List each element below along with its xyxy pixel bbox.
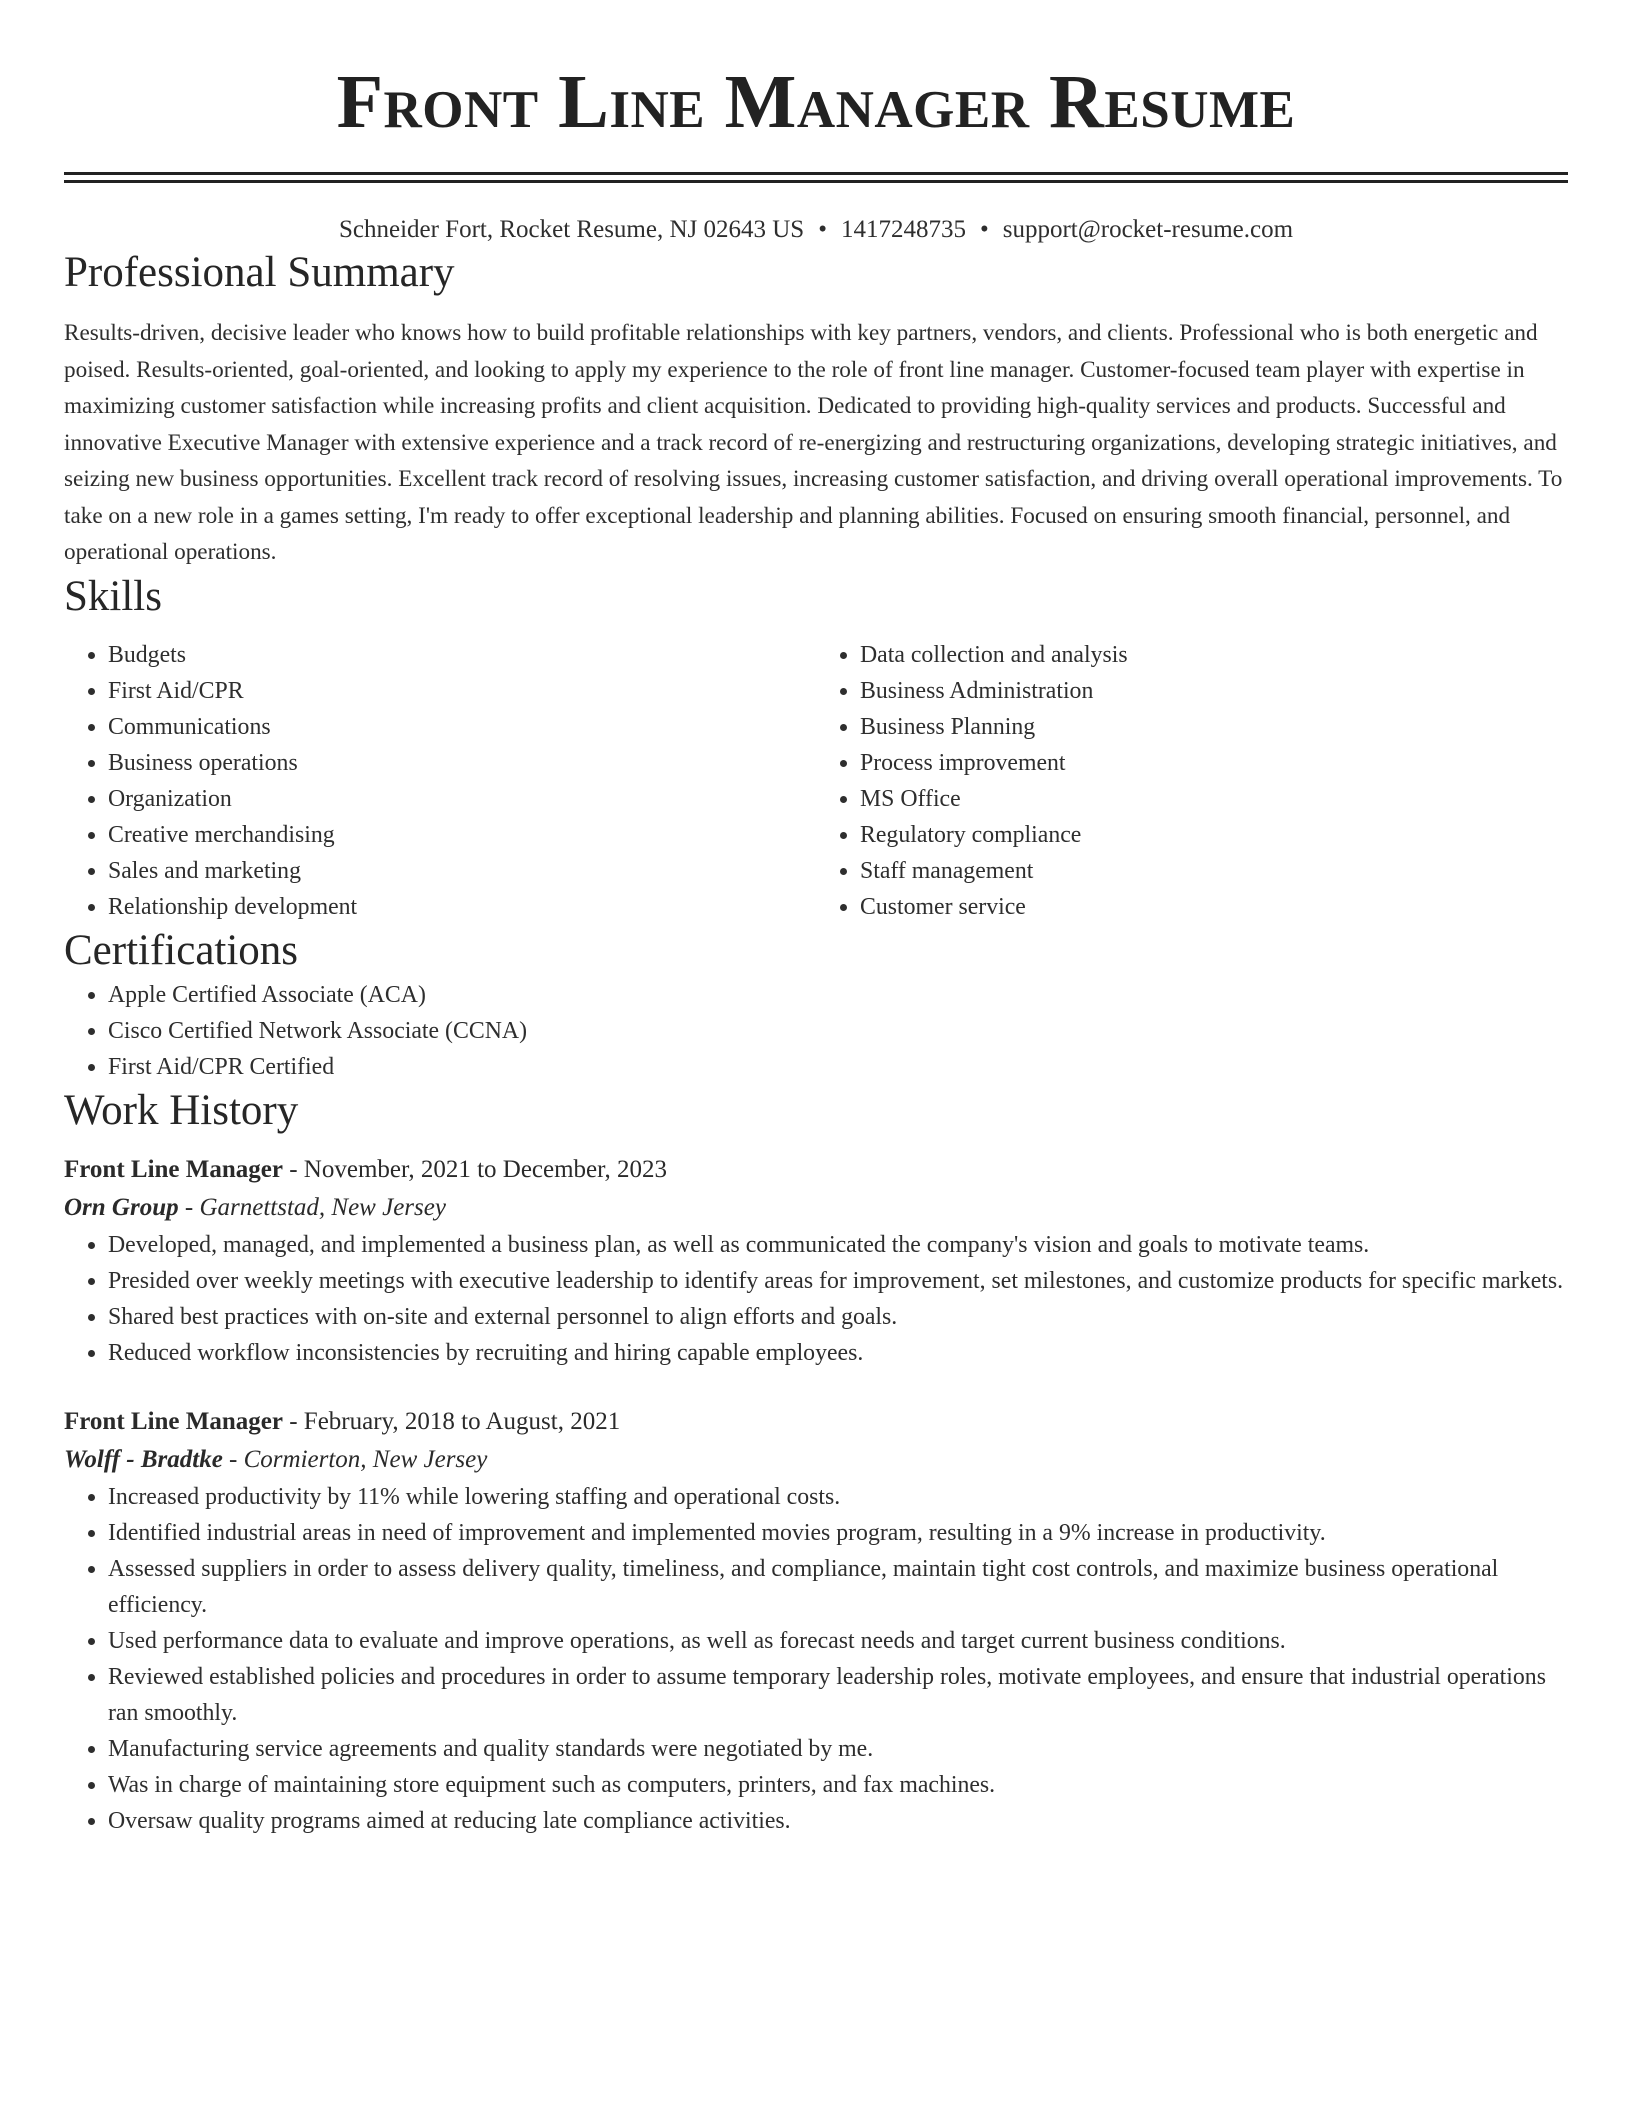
job-title-line: Front Line Manager - February, 2018 to August, 2021 — [64, 1407, 621, 1435]
job-title: Front Line Manager — [64, 1155, 283, 1183]
company-line: Orn Group - Garnettstad, New Jersey — [64, 1193, 446, 1221]
job-bullet: • Reduced workflow inconsistencies by recruiting and hiring capable employees. — [108, 1335, 1568, 1371]
skill-item: • Creative merchandising — [108, 817, 816, 853]
job-bullet: • Manufacturing service agreements and quality standards were negotiated by me. — [108, 1731, 1568, 1767]
skills-heading: Skills — [64, 572, 162, 620]
work-history-heading: Work History — [64, 1086, 299, 1134]
skills-list — [64, 637, 1568, 925]
company-location: Garnettstad, New Jersey — [199, 1193, 446, 1221]
certification-item: • First Aid/CPR Certified — [108, 1049, 1568, 1085]
contact-separator: • — [818, 216, 827, 243]
job-bullet: • Was in charge of maintaining store equipment such as computers, printers, and fax machines. — [108, 1767, 1568, 1803]
job-dates: November, 2021 to December, 2023 — [303, 1155, 667, 1183]
resume-title: Front Line Manager Resume — [336, 60, 1296, 144]
job-bullet: • Presided over weekly meetings with executive leadership to identify areas for improvement, set milestones, and customize products for specific markets. — [108, 1263, 1568, 1299]
skill-item: • Regulatory compliance — [860, 817, 1568, 853]
title-divider — [64, 172, 1568, 183]
skills-column-left — [64, 637, 816, 925]
job-bullet: • Assessed suppliers in order to assess delivery quality, timeliness, and compliance, maintain tight cost controls, and maximize business operational efficiency. — [108, 1551, 1568, 1623]
skill-item: • Communications — [108, 709, 816, 745]
job-bullet: • Shared best practices with on-site and external personnel to align efforts and goals. — [108, 1299, 1568, 1335]
job-bullet: • Oversaw quality programs aimed at reducing late compliance activities. — [108, 1803, 1568, 1839]
job-title: Front Line Manager — [64, 1407, 283, 1435]
job-dates: February, 2018 to August, 2021 — [303, 1407, 621, 1435]
skill-item: • Business operations — [108, 745, 816, 781]
job-bullet: • Used performance data to evaluate and improve operations, as well as forecast needs and target current business conditions. — [108, 1623, 1568, 1659]
company-line: Wolff - Bradtke - Cormierton, New Jersey — [64, 1445, 488, 1473]
job-bullets — [64, 1227, 1568, 1371]
skill-item: • Staff management — [860, 853, 1568, 889]
certification-item: • Apple Certified Associate (ACA) — [108, 977, 1568, 1013]
job-bullets — [64, 1479, 1568, 1839]
summary-heading: Professional Summary — [64, 249, 455, 296]
job-entry — [64, 1151, 1568, 1371]
job-entry — [64, 1403, 1568, 1839]
certifications-list — [64, 977, 1568, 1085]
job-title-line: Front Line Manager - November, 2021 to December, 2023 — [64, 1155, 667, 1183]
skill-item: • Sales and marketing — [108, 853, 816, 889]
skill-item: • Budgets — [108, 637, 816, 673]
job-bullet: • Identified industrial areas in need of improvement and implemented movies program, resulting in a 9% increase in productivity. — [108, 1515, 1568, 1551]
skills-column-right — [816, 637, 1568, 925]
skill-item: • Customer service — [860, 889, 1568, 925]
certifications-heading: Certifications — [64, 926, 299, 974]
skill-item: • Process improvement — [860, 745, 1568, 781]
contact-phone: 1417248735 — [840, 216, 966, 243]
skill-item: • Organization — [108, 781, 816, 817]
skill-item: • Relationship development — [108, 889, 816, 925]
certification-item: • Cisco Certified Network Associate (CCNA) — [108, 1013, 1568, 1049]
skill-item: • MS Office — [860, 781, 1568, 817]
skill-item: • Business Administration — [860, 673, 1568, 709]
skill-item: • First Aid/CPR — [108, 673, 816, 709]
job-bullet: • Reviewed established policies and procedures in order to assume temporary leadership roles, motivate employees, and ensure that industrial operations ran smoothly. — [108, 1659, 1568, 1731]
skill-item: • Business Planning — [860, 709, 1568, 745]
job-bullet: • Developed, managed, and implemented a business plan, as well as communicated the company's vision and goals to motivate teams. — [108, 1227, 1568, 1263]
contact-separator: • — [979, 216, 989, 243]
company-name: Orn Group — [64, 1193, 179, 1221]
job-bullet: • Increased productivity by 11% while lowering staffing and operational costs. — [108, 1479, 1568, 1515]
contact-email: support@rocket-resume.com — [1002, 216, 1294, 243]
company-name: Wolff - Bradtke — [64, 1445, 223, 1473]
company-location: Cormierton, New Jersey — [243, 1445, 488, 1473]
contact-address: Schneider Fort, Rocket Resume, NJ 02643 US — [338, 216, 805, 243]
skill-item: • Data collection and analysis — [860, 637, 1568, 673]
summary-text: Results-driven, decisive leader who knows how to build profitable relationships with key partners, vendors, and clients. Professional who is both energetic and poised. Results-oriented, goal-oriented, and looking to apply my experience to the role of front line manager. Customer-focused team player with expertise in maximizing customer satisfaction while increasing profits and client acquisition. Dedicated to providing high-quality services and products. Successful and innovative Executive Manager with extensive experience and a track record of re-energizing and restructuring organizations, developing strategic initiatives, and seizing new business opportunities. Excellent track record of resolving issues, increasing customer satisfaction, and driving overall operational improvements. To take on a new role in a games setting, I'm ready to offer exceptional leadership and planning abilities. Focused on ensuring smooth financial, personnel, and operational operations. — [64, 320, 1563, 565]
contact-line — [64, 213, 1568, 247]
